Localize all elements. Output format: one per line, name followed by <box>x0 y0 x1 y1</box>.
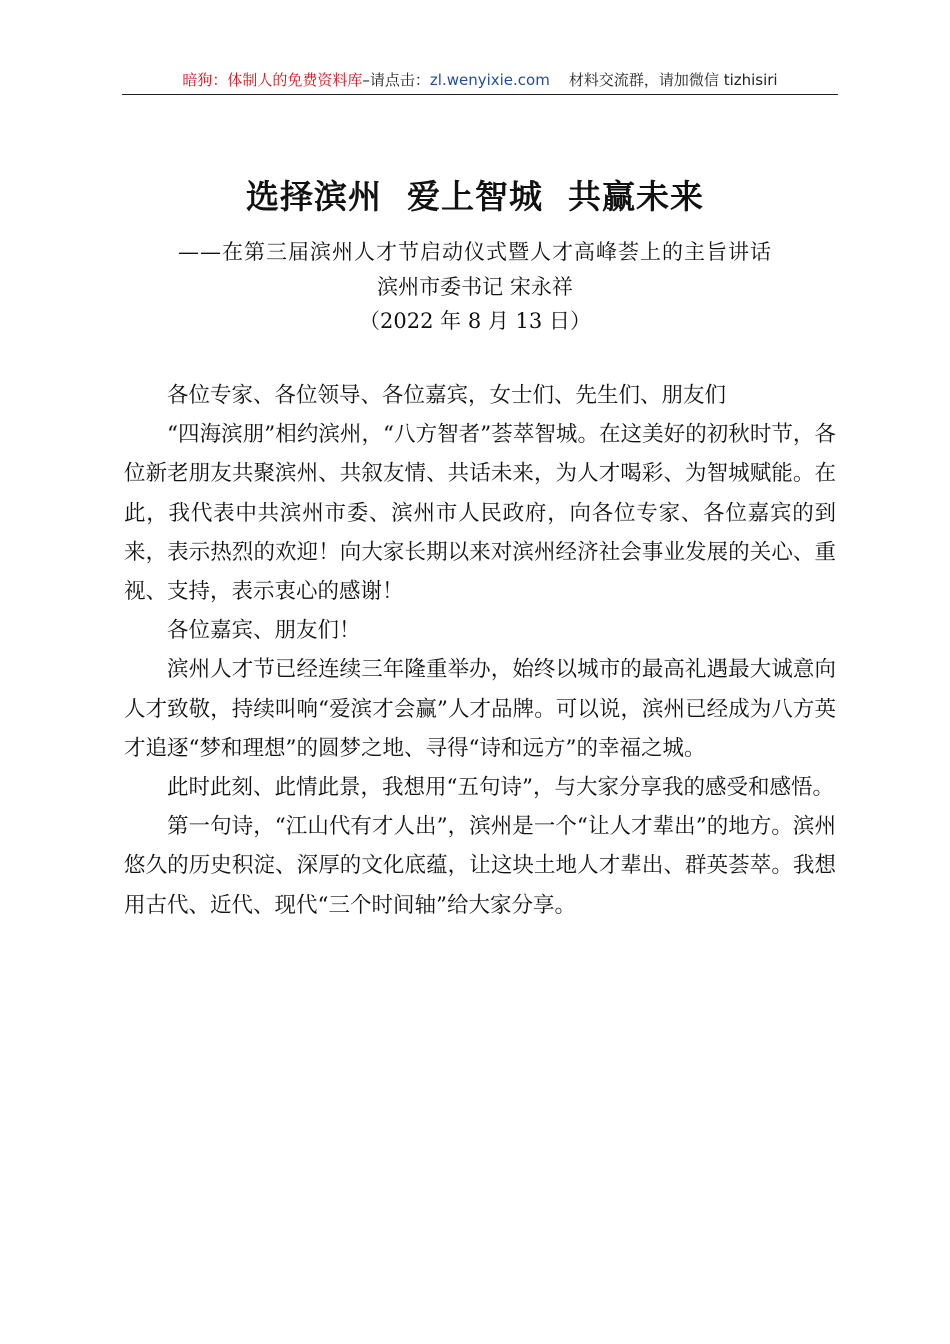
document-title: 选择滨州 爱上智城 共赢未来 <box>246 177 704 216</box>
header-divider <box>122 94 838 95</box>
paragraph: 各位专家、各位领导、各位嘉宾，女士们、先生们、朋友们 <box>167 383 727 408</box>
document-body <box>124 376 836 925</box>
paragraph: “四海滨朋”相约滨州，“八方智者”荟萃智城。在这美好的初秋时节，各位新老朋友共聚滨州、共叙友情、共话未来，为人才喝彩、为智城赋能。在此，我代表中共滨州市委、滨州市人民政府，向各位专家、各位嘉宾的到来，表示热烈的欢迎！向大家长期以来对滨州经济社会事业发展的关心、重视、支持，表示衷心的感谢！ <box>124 422 836 605</box>
document-speaker: 滨州市委书记 宋永祥 <box>377 275 573 299</box>
paragraph: 各位嘉宾、朋友们！ <box>167 618 361 644</box>
paragraph: 第一句诗，“江山代有才人出”，滨州是一个“让人才辈出”的地方。滨州悠久的历史积淀、深厚的文化底蕴，让这块土地人才辈出、群英荟萃。我想用古代、近代、现代“三个时间轴”给大家分享。 <box>124 814 836 918</box>
paragraph: 滨州人才节已经连续三年隆重举办，始终以城市的最高礼遇最大诚意向人才致敬，持续叫响“爱滨才会赢”人才品牌。可以说，滨州已经成为八方英才追逐“梦和理想”的圆梦之地、寻得“诗和远方”的幸福之城。 <box>124 657 836 761</box>
header-brand: 暗狗：体制人的免费资料库 <box>182 71 363 89</box>
paragraph: 此时此刻、此情此景，我想用“五句诗”，与大家分享我的感受和感悟。 <box>167 775 834 801</box>
document-subtitle: ——在第三届滨州人才节启动仪式暨人才高峰荟上的主旨讲话 <box>178 240 772 264</box>
header-prompt: –请点击： <box>362 71 430 89</box>
page-header <box>122 68 838 92</box>
document-date: （2022 年 8 月 13 日） <box>359 309 591 333</box>
header-link[interactable]: zl.wenyixie.com <box>429 71 550 89</box>
header-note: 材料交流群，请加微信 tizhisiri <box>568 71 778 89</box>
